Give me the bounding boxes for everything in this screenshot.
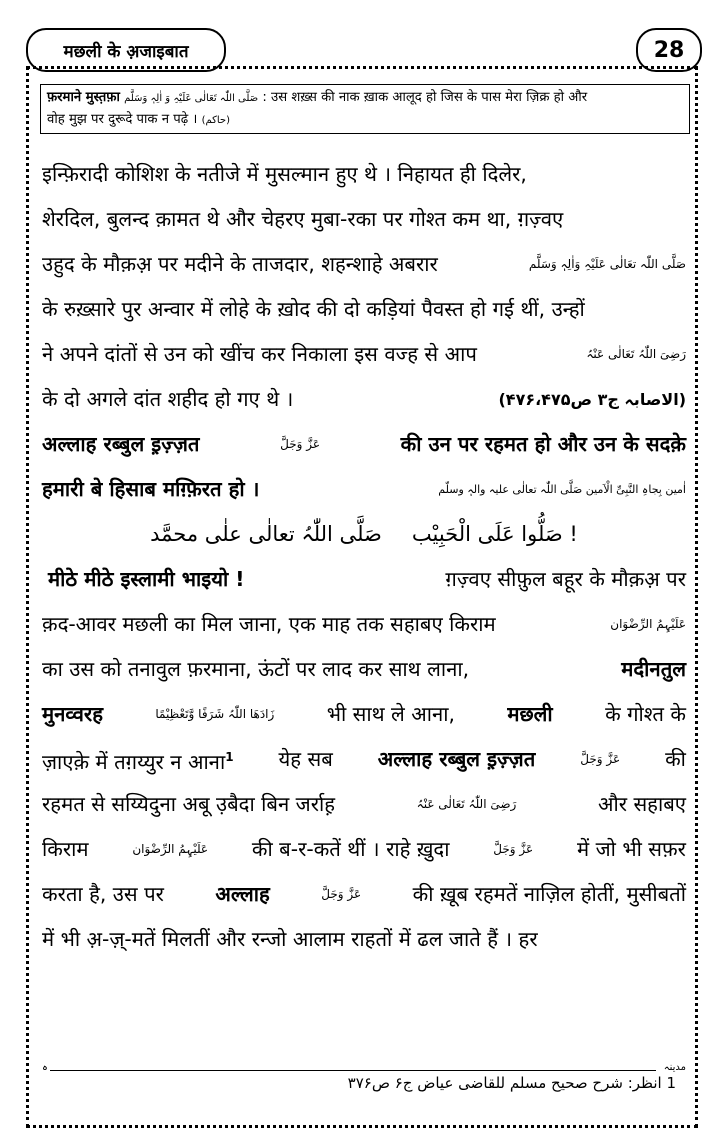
salawat-call: صَلُّوا عَلَی الْحَبِیْب ! <box>411 522 578 546</box>
arabic-honorific: عَزَّ وَجَلَّ <box>321 887 362 901</box>
line-text: की <box>665 747 686 771</box>
bold-text: मीठे मीठे इस्लामी भाइयो ! <box>48 567 245 591</box>
text-line <box>42 557 686 602</box>
notice-honorific: صَلَّى اللّٰہ تَعَالٰی عَلَیْہِ وَ اٰلِہٖ وَسَلَّم <box>124 93 259 104</box>
bold-text: मदीनतुल <box>621 657 686 681</box>
line-text: का उस को तनावुल फ़रमाना, ऊंटों पर लाद कर साथ लाना, <box>42 657 470 681</box>
line-text: में भी अ़-ज़्-मतें मिलतीं और रन्जो आलाम राहतों में ढल जाते हैं । हर <box>42 927 538 951</box>
bold-text: अल्लाह <box>215 882 270 906</box>
text-line <box>42 242 686 287</box>
bold-text: अल्लाह रब्बुल इ़ज़्ज़त <box>42 432 200 456</box>
text-line <box>42 377 686 422</box>
line-text: की ब-र-कतें थीं । राहे ख़ुदा <box>251 837 450 861</box>
line-text: के गोश्त के <box>605 702 686 726</box>
notice-source: (حاکم) <box>201 115 231 126</box>
arabic-honorific: عَزَّ وَجَلَّ <box>280 437 321 451</box>
line-text: उहुद के मौक़अ़ पर मदीने के ताजदार, शहन्शाहे अबरार <box>42 252 438 276</box>
salawat-reply: صَلَّی اللّٰہُ تعالٰی علٰی محمَّد <box>150 522 382 546</box>
text-line <box>42 917 686 962</box>
line-text: करता है, उस पर <box>42 882 164 906</box>
line-text: ग़ज़्वए सीफ़ुल बहूर के मौक़अ़ पर <box>445 567 686 591</box>
arabic-honorific: عَزَّ وَجَلَّ <box>580 752 621 766</box>
notice-text-1: : उस शख़्स की नाक ख़ाक आलूद हो जिस के पास मेरा ज़िक्र हो और <box>262 90 588 105</box>
text-line <box>42 872 686 917</box>
text-line <box>42 737 686 782</box>
bold-text: मछली <box>507 702 553 726</box>
bold-text: मुनव्वरह <box>42 702 103 726</box>
text-line <box>42 782 686 827</box>
line-text: क़द-आवर मछली का मिल जाना, एक माह तक सहाबए किराम <box>42 612 496 636</box>
text-line <box>42 287 686 332</box>
line-text: की ख़ूब रहमतें नाज़िल होतीं, मुसीबतों <box>412 882 686 906</box>
bold-text: हमारी बे हिसाब मग़्फ़िरत हो । <box>42 477 260 501</box>
bold-text: अल्लाह रब्बुल इ़ज़्ज़त <box>377 747 536 771</box>
line-text: और सहाबए <box>597 792 686 816</box>
line-text: येह सब <box>278 747 333 771</box>
arabic-dua: اٰمین بِجاہِ النَّبِیِّ الْاَمین صَلَّی اللّٰہ تعالٰی علیہ والہٖ وسلّم <box>438 483 686 496</box>
notice-line-1 <box>47 87 683 109</box>
hadith-notice-box <box>40 84 690 134</box>
text-line <box>42 422 686 467</box>
line-text: इन्फ़िरादी कोशिश के नतीजे में मुसल्मान हुए थे । निहायत ही दिलेर, <box>42 162 527 186</box>
separator-right-mark: مدینہ <box>663 1062 686 1073</box>
arabic-honorific: عَلَیْہِمُ الرِّضْوَان <box>610 617 686 631</box>
arabic-honorific: صَلَّی اللّٰہ تعَالٰی عَلَیْہِ وَاٰلِہٖ وَسَلَّم <box>528 257 686 271</box>
line-text: में जो भी सफ़र <box>577 837 686 861</box>
arabic-honorific: عَلَیْہِمُ الرِّضْوَان <box>132 842 209 856</box>
text-line <box>42 692 686 737</box>
footnote: 1 انظر: شرح صحیح مسلم للقاضی عیاض ج۶ ص۳۷۶ <box>347 1074 676 1092</box>
line-text: ज़ाएक़े में तग़य्युर न आना$^1$ <box>42 749 234 774</box>
salawat-line <box>42 512 686 557</box>
notice-label: फ़रमाने मुस्त़फ़ा <box>47 90 120 105</box>
text-line <box>42 602 686 647</box>
separator-left-mark: ہ <box>42 1062 48 1073</box>
book-title: मछली के अ़जाइबात <box>63 41 189 62</box>
arabic-honorific: زَادَھَا اللّٰہُ شَرَفًا وَّتَعْظِیْمًا <box>155 707 275 721</box>
page-number: 28 <box>653 37 685 63</box>
line-text: के रुख़्सारे पुर अन्वार में लोहे के ख़ोद की दो कड़ियां पैवस्त हो गई थीं, उन्हों <box>42 297 585 321</box>
arabic-honorific: رَضِیَ اللّٰہُ تَعَالٰی عَنْہُ <box>416 797 517 811</box>
separator-line <box>50 1070 656 1071</box>
arabic-honorific: رَضِیَ اللّٰہُ تَعَالٰی عَنْہُ <box>586 347 686 361</box>
footnote-marker: 1 <box>225 749 234 764</box>
text-line <box>42 152 686 197</box>
reference: (الاصابہ ج۳ ص۴۷۶،۴۷۵) <box>498 390 686 409</box>
bold-text: की उन पर रहमत हो और उन के सदक़े <box>400 432 686 456</box>
line-text: ने अपने दांतों से उन को खींच कर निकाला इस वज्ह से आप <box>42 342 477 366</box>
text-line <box>42 332 686 377</box>
text-line <box>42 467 686 512</box>
body-text <box>42 152 686 962</box>
line-text: के दो अगले दांत शहीद हो गए थे । <box>42 387 294 411</box>
arabic-honorific: عَزَّ وَجَلَّ <box>493 842 534 856</box>
text-line <box>42 647 686 692</box>
line-text: शेरदिल, बुलन्द क़ामत थे और चेहरए मुबा-रका पर गोश्त कम था, ग़ज़्वए <box>42 207 564 231</box>
line-text: रहमत से सय्यिदुना अबू उ़बैदा बिन जर्राह़ <box>42 792 336 816</box>
line-text: किराम <box>42 837 89 861</box>
line-text: भी साथ ले आना, <box>326 702 455 726</box>
notice-text-2: वोह मुझ पर दुरूदे पाक न पढ़े । <box>47 112 198 127</box>
notice-line-2 <box>47 109 683 131</box>
text-line <box>42 827 686 872</box>
text-line <box>42 197 686 242</box>
